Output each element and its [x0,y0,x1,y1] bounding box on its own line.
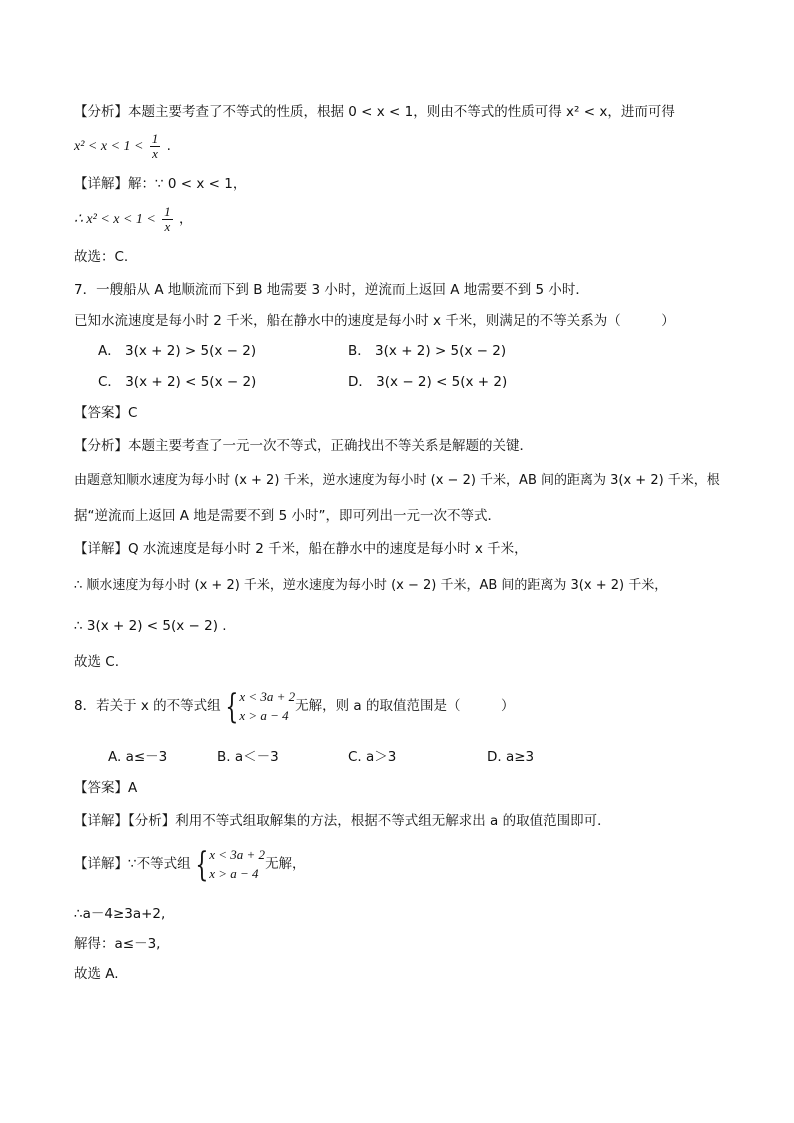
q7-choice: 故选 C. [74,654,120,670]
inequality-chain: ∴ x² < x < 1 < [74,212,156,228]
q7-option-c: C． 3(x + 2) < 5(x − 2) [98,374,257,390]
detail-line-2: ∴ x² < x < 1 < $\frac{1}{x}$ ， [74,204,193,234]
question-7-line-2: 已知水流速度是每小时 2 千米，船在静水中的速度是每小时 x 千米，则满足的不等关系为（ ） [74,313,675,329]
q7-answer: 【答案】C [74,405,138,421]
q7-option-d: D． 3(x − 2) < 5(x + 2) [348,374,508,390]
inequality-system: { x < 3a + 2 x > a − 4 [194,844,266,885]
q8-detail-line-3: 解得：a≤－3, [74,936,161,952]
q8-option-b: B. a＜－3 [217,749,279,765]
fraction-one-over-x: $\frac{1}{x}$ [151,131,159,161]
inequality-system: { x < 3a + 2 x > a − 4 [225,686,296,727]
q7-option-b: B． 3(x + 2) > 5(x − 2) [348,343,507,359]
q8-choice: 故选 A. [74,966,119,982]
q8-detail-line-1: 【详解】∵不等式组 { x < 3a + 2 x > a − 4 无解， [74,844,306,885]
q8-answer: 【答案】A [74,780,138,796]
q8-analysis: 【详解】【分析】利用不等式组取解集的方法，根据不等式组无解求出 a 的取值范围即可． [74,813,611,829]
answer-choice-6: 故选：C. [74,249,129,265]
q7-analysis-line-3: 据“逆流而上返回 A 地是需要不到 5 小时”，即可列出一元一次不等式． [74,508,501,524]
q7-analysis-line-2: 由题意知顺水速度为每小时 (x + 2) 千米，逆水速度为每小时 (x − 2) 千米，AB 间的距离为 3(x + 2) 千米，根 [74,473,720,488]
q8-detail-line-2: ∴a－4≥3a+2, [74,906,166,922]
inequality-chain: x² < x < 1 < [74,139,144,155]
q7-analysis: 【分析】本题主要考查了一元一次不等式，正确找出不等关系是解题的关键． [74,438,533,454]
q8-option-c: C. a＞3 [348,749,397,765]
q7-detail-line-2: ∴ 顺水速度为每小时 (x + 2) 千米，逆水速度为每小时 (x − 2) 千米，AB 间的距离为 3(x + 2) 千米， [74,578,668,593]
q7-option-a: A． 3(x + 2) > 5(x − 2) [98,343,257,359]
q7-detail-line-3: ∴ 3(x + 2) < 5(x − 2) . [74,618,227,634]
analysis-line-1: 【分析】本题主要考查了不等式的性质，根据 0 < x < 1，则由不等式的性质可得 x² < x，进而可得 [74,104,675,120]
question-8-line-1: 8．若关于 x 的不等式组 { x < 3a + 2 x > a − 4 无解，则 a 的取值范围是（ ） [74,686,515,727]
q8-option-d: D. a≥3 [487,749,535,765]
fraction-one-over-x: $\frac{1}{x}$ [164,204,171,234]
detail-line-1: 【详解】解：∵ 0 < x < 1， [74,176,247,192]
q7-detail-line-1: 【详解】Q 水流速度是每小时 2 千米，船在静水中的速度是每小时 x 千米， [74,541,528,557]
analysis-line-2: x² < x < 1 < $\frac{1}{x}$ . [74,131,171,161]
q8-option-a: A. a≤－3 [108,749,168,765]
question-7-line-1: 7．一艘船从 A 地顺流而下到 B 地需要 3 小时，逆流而上返回 A 地需要不到 5 小时． [74,282,589,298]
